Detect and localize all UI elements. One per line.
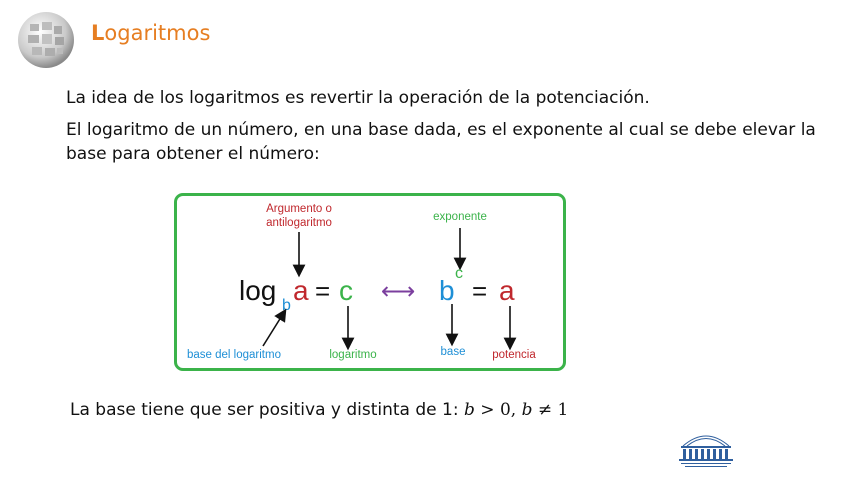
paragraph-definition: El logaritmo de un número, en una base dada, es el exponente al cual se debe elevar la base para obtener el número:	[66, 120, 816, 164]
title-initial: L	[91, 21, 105, 45]
title-rest: ogaritmos	[104, 21, 211, 45]
math-b1: b	[463, 400, 475, 420]
label-exponente: exponente	[433, 211, 487, 223]
eq-sub-b: b	[282, 297, 291, 314]
paragraph-intro: La idea de los logaritmos es revertir la operación de la potenciación.	[66, 88, 650, 108]
eq-sup-c: c	[455, 265, 463, 282]
math-one: 1	[557, 400, 569, 420]
page-title	[91, 21, 210, 45]
label-potencia: potencia	[492, 349, 536, 361]
globe-logo-icon	[16, 10, 76, 70]
base-condition	[70, 400, 568, 420]
label-argumento-line1: Argumento o	[266, 203, 332, 215]
eq-double-arrow: ⟷	[381, 277, 416, 305]
math-zero: 0	[499, 400, 511, 420]
base-condition-text: La base tiene que ser positiva y distinta de 1:	[70, 400, 459, 420]
eq-a1: a	[293, 275, 309, 306]
eq-log: log	[239, 275, 277, 306]
label-logaritmo: logaritmo	[329, 349, 377, 361]
eq-a2: a	[499, 275, 515, 306]
label-base-logaritmo: base del logaritmo	[187, 349, 281, 361]
math-comma: ,	[510, 400, 522, 420]
eq-c1: c	[339, 275, 353, 306]
arrow-base-logaritmo	[263, 314, 283, 346]
math-gt: >	[474, 400, 500, 420]
eq-b2: b	[439, 275, 455, 306]
university-logo-icon	[673, 426, 739, 470]
logarithm-diagram	[174, 193, 566, 371]
eq-equals1: =	[315, 276, 331, 306]
diagram-svg	[177, 196, 563, 368]
label-argumento-line2: antilogaritmo	[266, 217, 332, 229]
label-base: base	[440, 346, 466, 358]
eq-equals2: =	[472, 276, 488, 306]
math-b2: b	[521, 400, 533, 420]
math-neq: ≠	[532, 400, 558, 420]
